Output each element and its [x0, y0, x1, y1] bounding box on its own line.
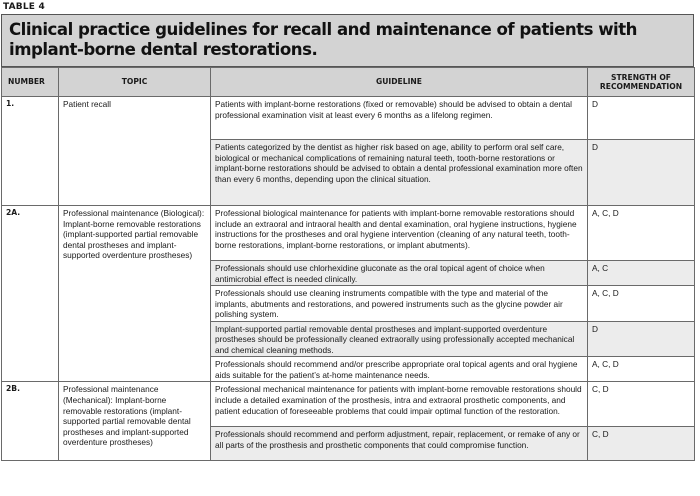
section-topic: Patient recall [59, 97, 211, 206]
header-number: NUMBER [2, 68, 59, 97]
table-row [2, 97, 695, 140]
header-guideline: GUIDELINE [211, 68, 588, 97]
table-title: Clinical practice guidelines for recall and maintenance of patients with implant-borne dental restorations. [9, 20, 637, 59]
guideline-text: Implant-supported partial removable dental prostheses and implant-supported overdenture prostheses should be professionally cleaned extraorally using professionally accepted mechanical and chemical cleaning methods. [211, 321, 588, 357]
guideline-text: Professionals should use cleaning instruments compatible with the type and material of the implants, abutments and restorations, and powered instruments such as the glycine powder air polishing system. [211, 286, 588, 322]
header-strength: STRENGTH OF RECOMMENDATION [588, 68, 695, 97]
guideline-text: Professionals should recommend and/or prescribe appropriate oral topical agents and oral hygiene aids suitable for the patient’s at-home maintenance needs. [211, 357, 588, 382]
table-row [2, 382, 695, 427]
guideline-text: Professionals should recommend and perform adjustment, repair, replacement, or remake of any or all parts of the prosthesis and prosthetic components that could compromise function. [211, 427, 588, 461]
strength-value: D [588, 97, 695, 140]
section-topic: Professional maintenance (Mechanical): Implant-borne removable restorations (implant-supported partial removable dental prostheses and implant-supported overdenture prostheses) [59, 382, 211, 461]
table-label: TABLE 4 [3, 2, 45, 12]
guideline-text: Professional biological maintenance for patients with implant-borne removable restorations should include an extraoral and intraoral health and dental examination, oral hygiene instructions, hygiene instructions for the prostheses and oral hygiene intervention (cleaning of any natural teeth, tooth-borne restorations, implant-borne restorations, or implant abutments). [211, 206, 588, 261]
guideline-text: Patients with implant-borne restorations (fixed or removable) should be advised to obtain a dental professional examination visit at least every 6 months as a lifelong regimen. [211, 97, 588, 140]
strength-value: A, C, D [588, 206, 695, 261]
guideline-text: Patients categorized by the dentist as higher risk based on age, ability to perform oral self care, biological or mechanical complications of remaining natural teeth, tooth-borne restorations or implant-borne restorations should be advised to obtain a dental professional examination more often than every 6 months, depending upon the clinical situation. [211, 140, 588, 206]
strength-value: D [588, 140, 695, 206]
table-row [2, 206, 695, 261]
header-topic: TOPIC [59, 68, 211, 97]
strength-value: A, C [588, 261, 695, 286]
guideline-text: Professional mechanical maintenance for patients with implant-borne removable restorations should include a detailed examination of the prosthesis, intra and extraoral prosthetic components, and patient education of foreseeable problems that could impair optimal function of the restoration. [211, 382, 588, 427]
guideline-text: Professionals should use chlorhexidine gluconate as the oral topical agent of choice when antimicrobial effect is needed clinically. [211, 261, 588, 286]
guidelines-table [1, 67, 695, 461]
strength-value: A, C, D [588, 357, 695, 382]
section-number: 2A. [2, 206, 59, 382]
strength-value: A, C, D [588, 286, 695, 322]
title-banner [1, 14, 694, 67]
section-number: 2B. [2, 382, 59, 461]
strength-value: C, D [588, 427, 695, 461]
section-topic: Professional maintenance (Biological): Implant-borne removable restorations (implant-supported partial removable dental prostheses and implant-supported overdenture prostheses) [59, 206, 211, 382]
section-number: 1. [2, 97, 59, 206]
header-row [2, 68, 695, 97]
strength-value: C, D [588, 382, 695, 427]
strength-value: D [588, 321, 695, 357]
